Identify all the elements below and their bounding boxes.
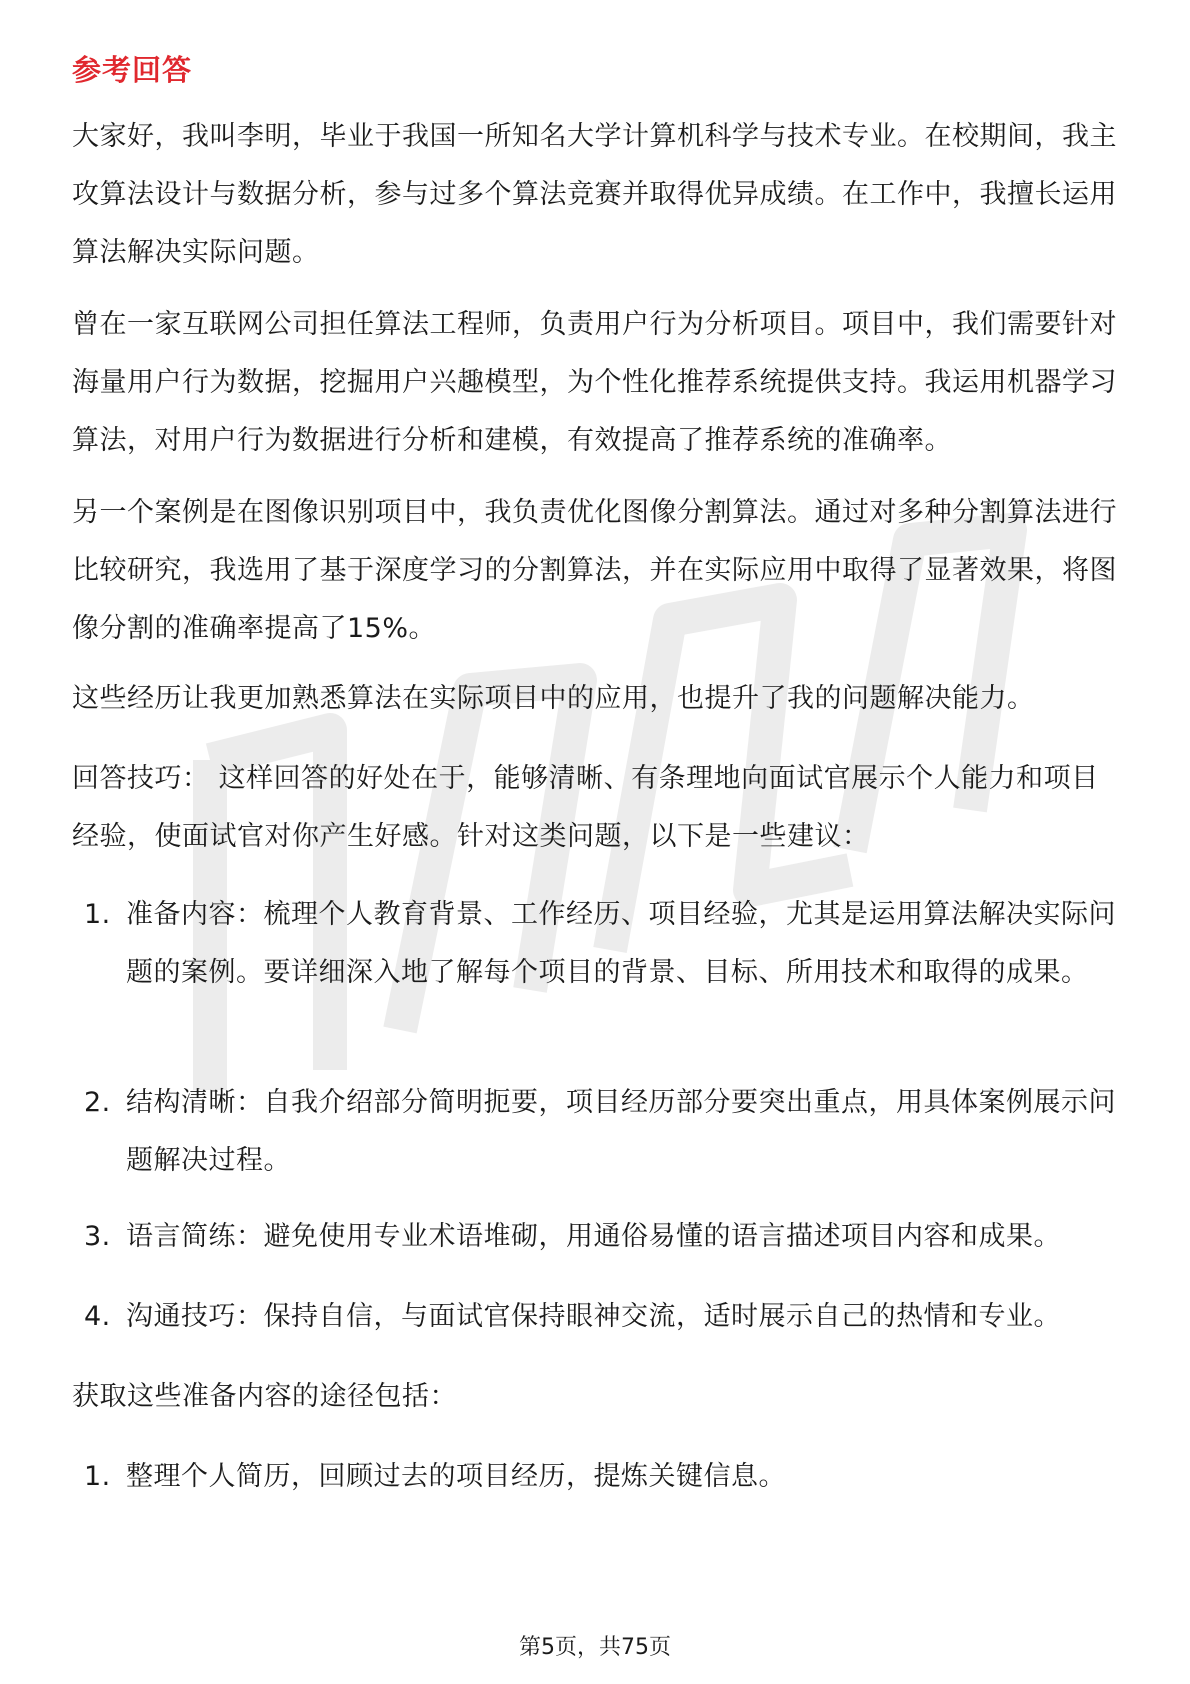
- list-number: 1.: [84, 1461, 111, 1492]
- paragraph-intro: 大家好，我叫李明，毕业于我国一所知名大学计算机科学与技术专业。在校期间，我主攻算法设计与数据分析，参与过多个算法竞赛并取得优异成绩。在工作中，我擅长运用算法解决实际问题。: [72, 121, 1117, 268]
- list-number: 1.: [84, 899, 111, 930]
- page-footer: 第5页，共75页: [519, 1635, 671, 1660]
- list-item: [84, 1208, 1124, 1266]
- list-text: 语言简练：避免使用专业术语堆砌，用通俗易懂的语言描述项目内容和成果。: [126, 1221, 1061, 1252]
- list-text: 整理个人简历，回顾过去的项目经历，提炼关键信息。: [126, 1461, 786, 1492]
- paragraph-tips-intro: 回答技巧： 这样回答的好处在于，能够清晰、有条理地向面试官展示个人能力和项目经验，使面试官对你产生好感。针对这类问题，以下是一些建议：: [72, 763, 1099, 852]
- paragraph-ways-intro: 获取这些准备内容的途径包括：: [72, 1381, 457, 1412]
- list-item: [84, 886, 1124, 1002]
- list-item: [84, 1288, 1124, 1346]
- paragraph-summary: 这些经历让我更加熟悉算法在实际项目中的应用，也提升了我的问题解决能力。: [72, 683, 1035, 714]
- section-title: 参考回答: [72, 53, 193, 87]
- paragraph-case-2: 另一个案例是在图像识别项目中，我负责优化图像分割算法。通过对多种分割算法进行比较研究，我选用了基于深度学习的分割算法，并在实际应用中取得了显著效果，将图像分割的准确率提高了15%。: [72, 497, 1117, 644]
- list-item: [84, 1448, 1124, 1506]
- list-text: 沟通技巧：保持自信，与面试官保持眼神交流，适时展示自己的热情和专业。: [126, 1301, 1061, 1332]
- paragraph-case-1: 曾在一家互联网公司担任算法工程师，负责用户行为分析项目。项目中，我们需要针对海量用户行为数据，挖掘用户兴趣模型，为个性化推荐系统提供支持。我运用机器学习算法，对用户行为数据进行分析和建模，有效提高了推荐系统的准确率。: [72, 309, 1117, 456]
- list-text: 准备内容：梳理个人教育背景、工作经历、项目经验，尤其是运用算法解决实际问题的案例。要详细深入地了解每个项目的背景、目标、所用技术和取得的成果。: [126, 899, 1116, 988]
- list-item: [84, 1074, 1124, 1190]
- list-number: 2.: [84, 1087, 111, 1118]
- list-text: 结构清晰：自我介绍部分简明扼要，项目经历部分要突出重点，用具体案例展示问题解决过程。: [126, 1087, 1116, 1176]
- list-number: 4.: [84, 1301, 111, 1332]
- list-number: 3.: [84, 1221, 111, 1252]
